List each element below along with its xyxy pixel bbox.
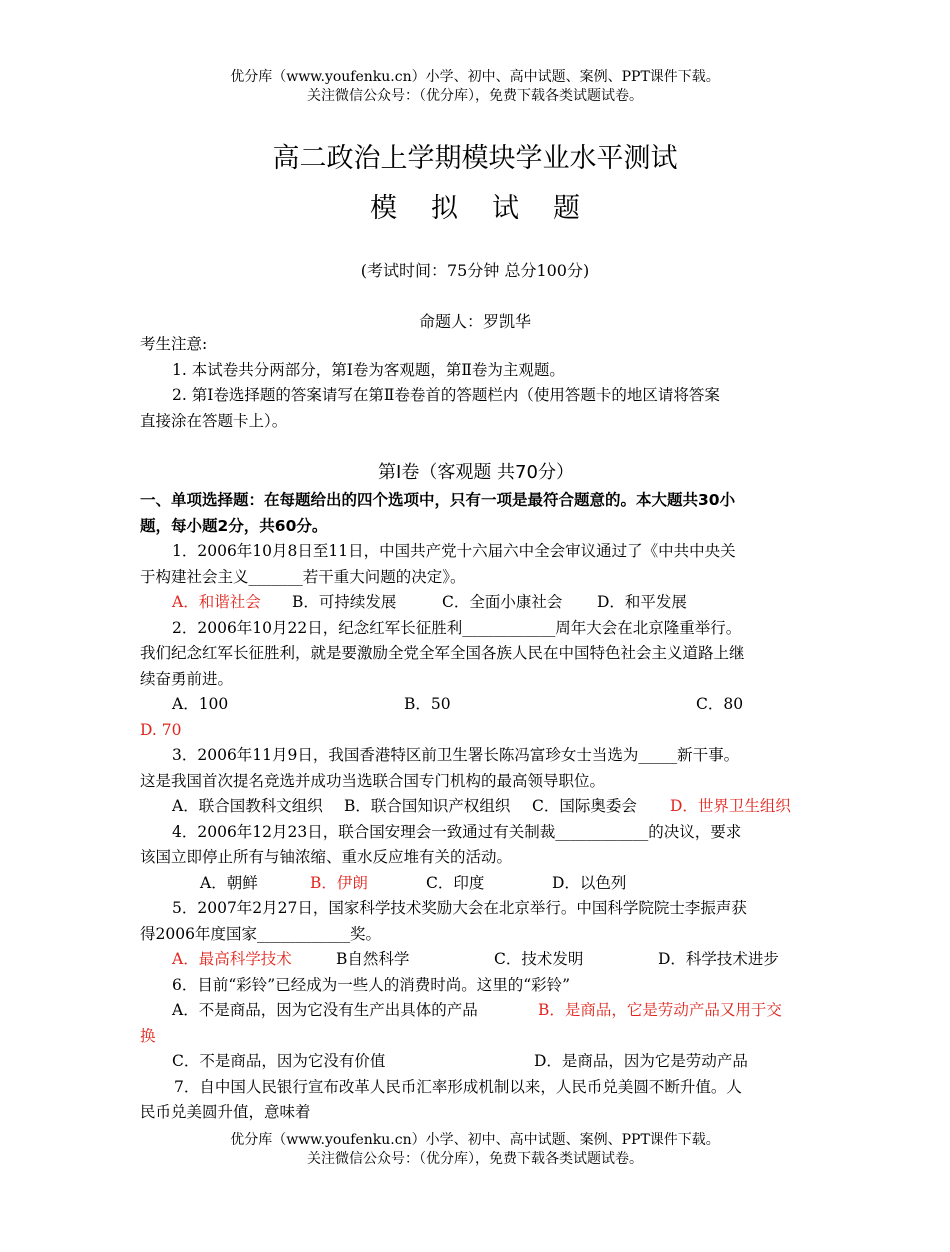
notice-block bbox=[140, 332, 812, 434]
question-2-line-2: 我们纪念红军长征胜利，就是要激励全党全军全国各族人民在中国特色社会主义道路上继 bbox=[140, 644, 745, 662]
exam-title: 高二政治上学期模块学业水平测试 bbox=[272, 143, 678, 174]
question-2-line-1: 2．2006年10月22日，纪念红军长征胜利____________周年大会在北京隆重举行。 bbox=[172, 618, 742, 637]
exam-subtitle: 模拟试题 bbox=[370, 193, 614, 224]
q3-option-b: B．联合国知识产权组织 bbox=[344, 797, 511, 815]
q4-option-c: C．印度 bbox=[426, 873, 485, 892]
question-6-options-row-2 bbox=[140, 1049, 812, 1075]
question-1-line-2: 于构建社会主义_______若干重大问题的决定》。 bbox=[140, 567, 466, 586]
author: 命题人：罗凯华 bbox=[418, 312, 531, 331]
question-1-options bbox=[140, 590, 812, 616]
question-4-line-1: 4．2006年12月23日，联合国安理会一致通过有关制裁____________的决议，要求 bbox=[172, 822, 742, 841]
question-6-line-1: 6．目前“彩铃”已经成为一些人的消费时尚。这里的“彩铃” bbox=[172, 975, 571, 994]
q2-option-a: A．100 bbox=[172, 695, 229, 713]
question-5-options bbox=[140, 947, 812, 973]
notice-item-1: 1. 本试卷共分两部分，第Ⅰ卷为客观题，第Ⅱ卷为主观题。 bbox=[172, 360, 565, 379]
q6-option-b-cont: 换 bbox=[140, 1026, 156, 1045]
question-3-options bbox=[140, 794, 812, 820]
section-1-title: 第Ⅰ卷（客观题 共70分） bbox=[378, 462, 574, 483]
footer-line-2: 关注微信公众号：（优分库），免费下载各类试题试卷。 bbox=[307, 1151, 643, 1167]
question-7-line-2: 民币兑美圆升值，意味着 bbox=[140, 1103, 311, 1121]
question-4-options bbox=[140, 871, 812, 897]
q2-option-d: D. 70 bbox=[140, 720, 182, 739]
q6-option-d: D．是商品，因为它是劳动产品 bbox=[534, 1052, 748, 1070]
footer-line-1: 优分库（www.youfenku.cn）小学、初中、高中试题、案例、PPT课件下载。 bbox=[230, 1132, 720, 1148]
question-3-line-1: 3．2006年11月9日，我国香港特区前卫生署长陈冯富珍女士当选为_____新干事。 bbox=[172, 746, 740, 764]
header-line-2: 关注微信公众号：（优分库），免费下载各类试题试卷。 bbox=[307, 88, 643, 104]
q6-option-c: C．不是商品，因为它没有价值 bbox=[172, 1052, 386, 1070]
notice-heading: 考生注意: bbox=[140, 335, 208, 353]
part-1-heading-cont: 题，每小题2分，共60分。 bbox=[140, 516, 328, 535]
question-1-line-1: 1．2006年10月8日至11日，中国共产党十六届六中全会审议通过了《中共中央关 bbox=[172, 542, 736, 560]
part-1-heading: 一、单项选择题：在每题给出的四个选项中，只有一项是最符合题意的。本大题共30小 bbox=[140, 491, 736, 509]
q3-option-d: D．世界卫生组织 bbox=[670, 797, 791, 815]
q5-option-b: B自然科学 bbox=[336, 950, 410, 968]
question-6-options-row-1 bbox=[140, 998, 812, 1024]
header-line-1: 优分库（www.youfenku.cn）小学、初中、高中试题、案例、PPT课件下载。 bbox=[230, 69, 720, 85]
q1-option-b: B．可持续发展 bbox=[292, 593, 397, 611]
question-5-line-1: 5．2007年2月27日，国家科学技术奖励大会在北京举行。中国科学院院士李振声获 bbox=[172, 899, 747, 917]
question-5-line-2: 得2006年度国家____________奖。 bbox=[140, 924, 381, 943]
q5-option-d: D．科学技术进步 bbox=[658, 950, 779, 968]
question-3-line-2: 这是我国首次提名竞选并成功当选联合国专门机构的最高领导职位。 bbox=[140, 771, 606, 790]
question-4-line-2: 该国立即停止所有与铀浓缩、重水反应堆有关的活动。 bbox=[140, 848, 513, 866]
q5-option-a: A．最高科学技术 bbox=[172, 950, 292, 968]
q6-option-b: B．是商品，它是劳动产品又用于交 bbox=[538, 1001, 782, 1019]
question-7-line-1: 7．自中国人民银行宣布改革人民币汇率形成机制以来，人民币兑美圆不断升值。人 bbox=[174, 1077, 742, 1096]
notice-item-2-cont: 直接涂在答题卡上）。 bbox=[140, 411, 288, 430]
question-2-options bbox=[140, 692, 812, 718]
q4-option-d: D．以色列 bbox=[552, 873, 627, 892]
questions-block bbox=[140, 458, 812, 1126]
q3-option-c: C．国际奥委会 bbox=[532, 797, 637, 815]
q6-option-a: A．不是商品，因为它没有生产出具体的产品 bbox=[172, 1001, 478, 1019]
q1-option-c: C．全面小康社会 bbox=[442, 593, 563, 611]
q2-option-c: C．80 bbox=[696, 695, 744, 713]
exam-info: (考试时间：75分钟 总分100分) bbox=[360, 261, 590, 280]
q5-option-c: C．技术发明 bbox=[494, 950, 584, 968]
q3-option-a: A．联合国教科文组织 bbox=[172, 797, 323, 815]
q2-option-b: B．50 bbox=[404, 695, 451, 713]
q4-option-b: B．伊朗 bbox=[310, 873, 368, 892]
q1-option-d: D．和平发展 bbox=[597, 593, 687, 611]
notice-item-2: 2. 第Ⅰ卷选择题的答案请写在第Ⅱ卷卷首的答题栏内（使用答题卡的地区请将答案 bbox=[172, 386, 720, 404]
question-2-line-3: 续奋勇前进。 bbox=[140, 669, 234, 688]
q4-option-a: A．朝鲜 bbox=[200, 873, 258, 892]
q1-option-a: A．和谐社会 bbox=[172, 593, 261, 611]
